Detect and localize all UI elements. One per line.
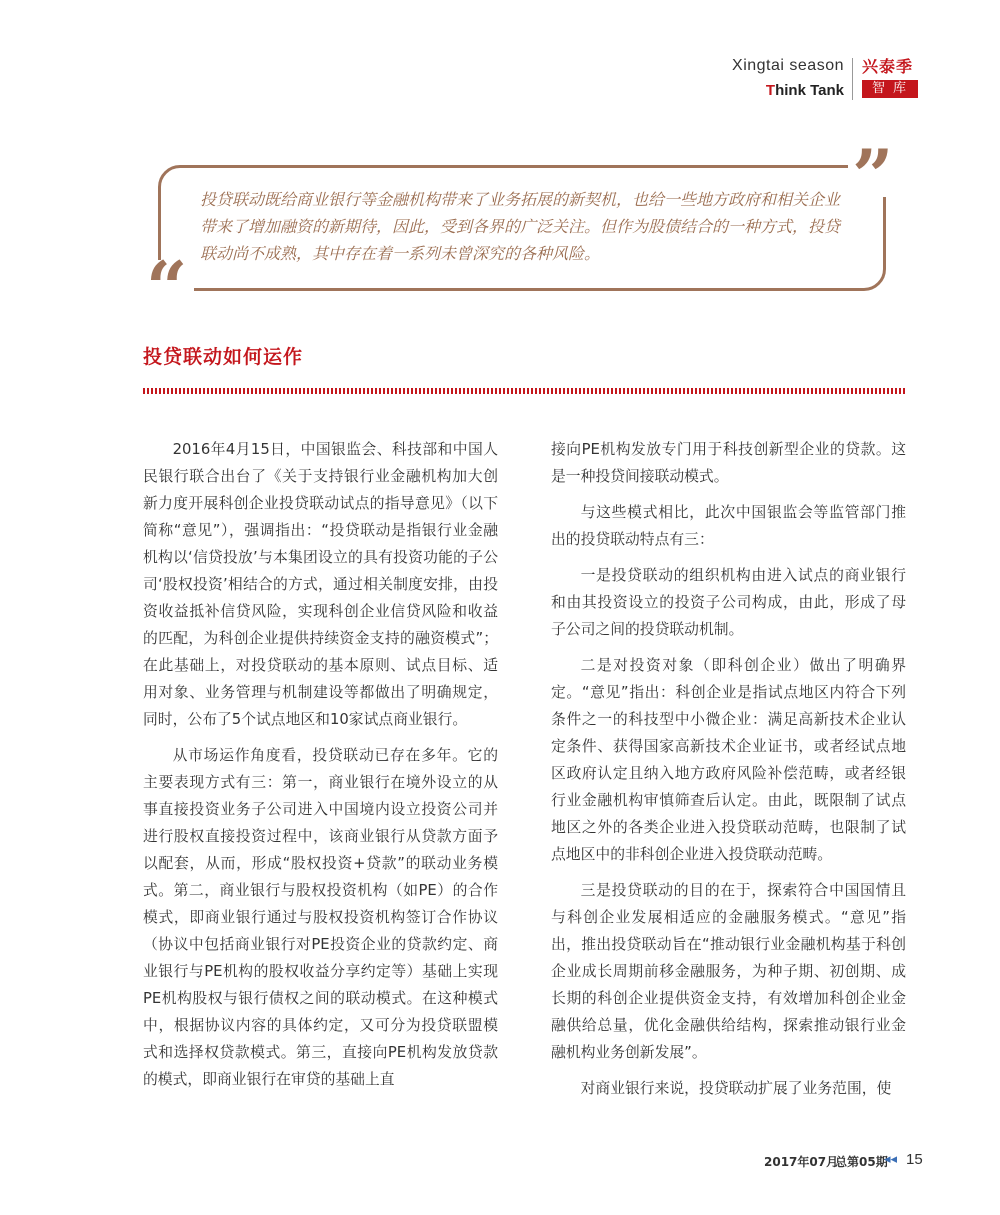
open-quote-icon: “ bbox=[146, 245, 188, 330]
paragraph: 与这些模式相比，此次中国银监会等监管部门推出的投贷联动特点有三： bbox=[551, 504, 906, 548]
paragraph: 2016年4月15日，中国银监会、科技部和中国人民银行联合出台了《关于支持银行业金融机构加大创新力度开展科创企业投贷联动试点的指导意见》（以下简称“意见”），强调指出：“投贷联动是指银行业金融机构以‘信贷投放’与本集团设立的具有投资功能的子公司‘股权投资’相结合的方式，通过相关制度安排，由投资收益抵补信贷风险，实现科创企业信贷风险和收益的匹配，为科创企业提供持续资金支持的融资模式”；在此基础上，对投贷联动的基本原则、试点目标、适用对象、业务管理与机制建设等都做出了明确规定，同时，公布了5个试点地区和10家试点商业银行。 bbox=[143, 441, 498, 728]
close-quote-icon: ” bbox=[852, 133, 894, 218]
section-title: 投贷联动如何运作 bbox=[143, 346, 304, 368]
issue-date: 2017年07月 bbox=[764, 1155, 839, 1169]
paragraph: 一是投贷联动的组织机构由进入试点的商业银行和由其投资设立的投资子公司构成，由此，形成了母子公司之间的投贷联动机制。 bbox=[551, 567, 906, 638]
brand-english-name: Xingtai season bbox=[732, 57, 844, 74]
page-number: 15 bbox=[906, 1151, 923, 1168]
paragraph: 从市场运作角度看，投贷联动已存在多年。它的主要表现方式有三：第一，商业银行在境外设立的从事直接投资业务子公司进入中国境内设立投资公司并进行股权直接投资过程中，该商业银行从贷款方面予以配套，从而，形成“股权投资+贷款”的联动业务模式。第二，商业银行与股权投资机构（如PE）的合作模式，即商业银行通过与股权投资机构签订合作协议（协议中包括商业银行对PE投资企业的贷款约定、商业银行与PE机构的股权收益分享约定等）基础上实现PE机构股权与银行债权之间的联动模式。在这种模式中，根据协议内容的具体约定，又可分为投贷联盟模式和选择权贷款模式。第三，直接向PE机构发放贷款的模式，即商业银行在审贷的基础上直 bbox=[143, 747, 498, 1088]
pull-quote-text: 投贷联动既给商业银行等金融机构带来了业务拓展的新契机，也给一些地方政府和相关企业带来了增加融资的新期待，因此，受到各界的广泛关注。但作为股债结合的一种方式，投贷联动尚不成熟，其中存在着一系列未曾深究的各种风险。 bbox=[200, 190, 841, 263]
brand-logo-subtitle: 智库 bbox=[862, 80, 918, 98]
brand-logo bbox=[862, 56, 918, 98]
section-divider bbox=[143, 388, 906, 394]
paragraph-continuation: 接向PE机构发放专门用于科技创新型企业的贷款。这是一种投贷间接联动模式。 bbox=[551, 441, 906, 485]
page-footer bbox=[700, 1151, 930, 1171]
article-column-left bbox=[143, 436, 498, 1102]
brand-english-subtitle bbox=[722, 82, 844, 99]
brand-divider bbox=[852, 58, 853, 100]
brand-logo-title: 兴泰季 bbox=[862, 57, 914, 76]
brand-subtitle-initial: T bbox=[765, 82, 776, 99]
paragraph: 二是对投资对象（即科创企业）做出了明确界定。“意见”指出：科创企业是指试点地区内符合下列条件之一的科技型中小微企业：满足高新技术企业认定条件、获得国家高新技术企业证书，或者经试点地区政府认定且纳入地方政府风险补偿范畴，或者经银行业金融机构审慎筛查后认定。由此，既限制了试点地区之外的各类企业进入投贷联动范畴，也限制了试点地区中的非科创企业进入投贷联动范畴。 bbox=[551, 657, 906, 863]
article-column-right bbox=[551, 436, 906, 1111]
issue-number: 总第05期 bbox=[835, 1155, 888, 1169]
paragraph: 对商业银行来说，投贷联动扩展了业务范围，使 bbox=[580, 1080, 892, 1097]
paragraph: 三是投贷联动的目的在于，探索符合中国国情且与科创企业发展相适应的金融服务模式。“意见”指出，推出投贷联动旨在“推动银行业金融机构基于科创企业成长周期前移金融服务，为种子期、初创期、成长期的科创企业提供资金支持，有效增加科创企业金融供给总量，优化金融供给结构，探索推动银行业金融机构业务创新发展”。 bbox=[551, 882, 906, 1061]
double-arrow-left-icon: ◂◂ bbox=[884, 1152, 898, 1167]
brand-subtitle-rest: hink Tank bbox=[775, 82, 844, 99]
